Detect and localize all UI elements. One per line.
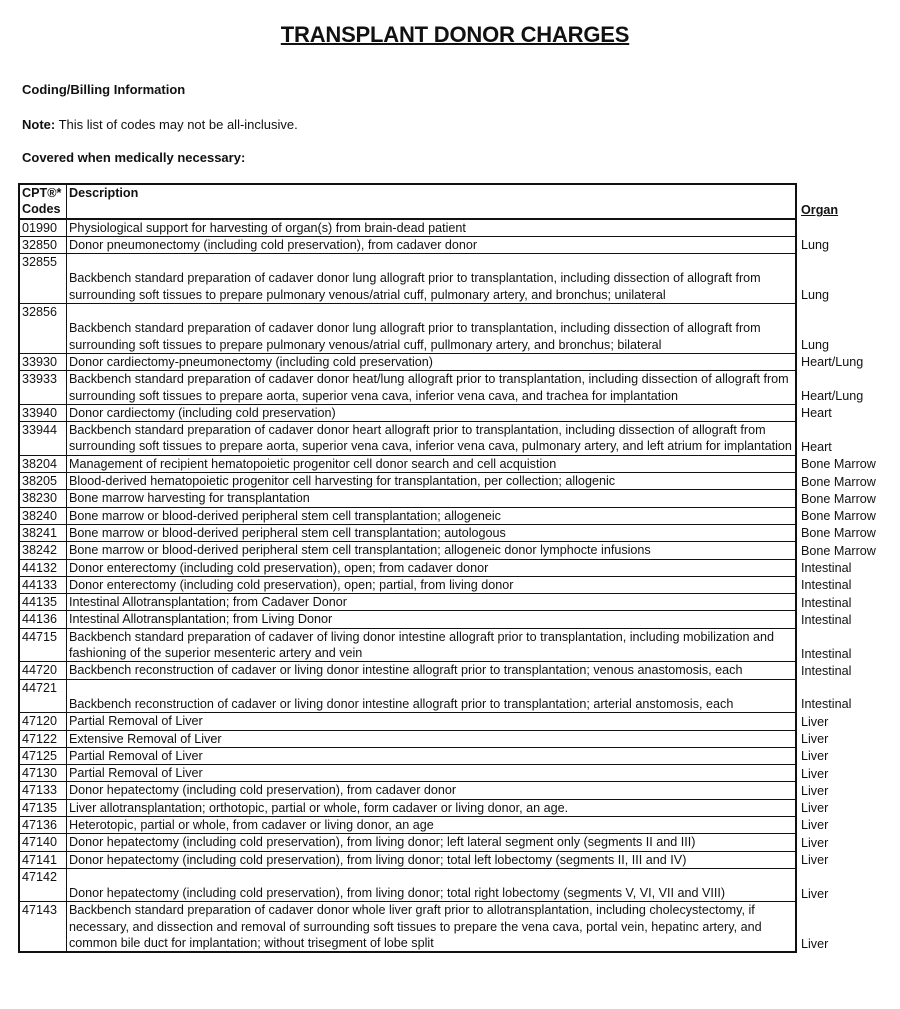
cpt-code-cell: 33930 — [19, 353, 67, 370]
cpt-code-cell: 47120 — [19, 713, 67, 730]
organ-cell — [796, 219, 892, 237]
description-cell — [67, 799, 797, 816]
organ-cell: Liver — [801, 886, 829, 901]
table-row — [19, 236, 892, 253]
cpt-code-cell: 47143 — [19, 902, 67, 952]
organ-cell: Bone Marrow — [801, 474, 876, 489]
cpt-code-cell: 38205 — [19, 473, 67, 490]
description-cell — [67, 747, 797, 764]
organ-cell: Liver — [801, 714, 829, 729]
note-text: This list of codes may not be all-inclusive. — [55, 117, 298, 132]
description-cell — [67, 628, 797, 662]
cpt-code-cell: 33933 — [19, 371, 67, 405]
header-description: Description — [67, 184, 797, 219]
description-cell — [67, 611, 797, 628]
description-cell — [67, 594, 797, 611]
table-row — [19, 834, 892, 851]
description-cell — [67, 422, 797, 456]
blank-line — [69, 680, 795, 696]
cpt-code-cell: 38240 — [19, 507, 67, 524]
description-cell — [67, 353, 797, 370]
description-cell — [67, 236, 797, 253]
table-row — [19, 507, 892, 524]
description-text: Partial Removal of Liver — [69, 714, 203, 729]
description-text: Donor enterectomy (including cold preservation), open; from cadaver donor — [69, 560, 489, 575]
cpt-code-cell: 38241 — [19, 524, 67, 541]
table-row — [19, 371, 892, 405]
description-text: Backbench standard preparation of cadaver of living donor intestine allograft prior to transplantation, including mobilization and fashioning of the superior mesenteric artery and vein — [69, 629, 774, 661]
cpt-code-cell: 47122 — [19, 730, 67, 747]
table-row — [19, 473, 892, 490]
table-body — [19, 219, 892, 953]
header-organ — [796, 184, 892, 219]
description-cell — [67, 816, 797, 833]
table-row — [19, 594, 892, 611]
description-text: Partial Removal of Liver — [69, 766, 203, 781]
description-text: Backbench standard preparation of cadaver donor whole liver graft prior to allotransplantation, including cholecystectomy, if necessary, and dissection and removal of surrounding soft tissues to prepare the vena cava, portal vein, hepatinc artery, and common bile duct for implantation; without trisegment of lobe split — [69, 903, 762, 951]
organ-cell: Bone Marrow — [801, 457, 876, 472]
cpt-code-cell: 47142 — [19, 868, 67, 902]
description-text: Donor cardiectomy (including cold preservation) — [69, 405, 336, 420]
description-cell — [67, 730, 797, 747]
description-text: Intestinal Allotransplantation; from Living Donor — [69, 612, 333, 627]
cpt-code-cell: 44721 — [19, 679, 67, 713]
organ-cell: Liver — [801, 732, 829, 746]
description-text: Bone marrow harvesting for transplantation — [69, 491, 310, 506]
cpt-code-cell: 44135 — [19, 594, 67, 611]
table-header-row — [19, 184, 892, 219]
organ-cell: Bone Marrow — [801, 543, 876, 558]
organ-cell: Liver — [801, 801, 829, 816]
description-cell — [67, 782, 797, 799]
table-row — [19, 799, 892, 816]
table-row — [19, 576, 892, 593]
organ-cell: Intestinal — [801, 646, 852, 661]
description-text: Intestinal Allotransplantation; from Cadaver Donor — [69, 595, 347, 610]
section-heading: Coding/Billing Information — [22, 82, 186, 97]
description-text: Bone marrow or blood-derived peripheral stem cell transplantation; autologous — [69, 525, 506, 540]
organ-cell: Intestinal — [801, 697, 852, 712]
description-cell — [67, 662, 797, 679]
description-text: Physiological support for harvesting of organ(s) from brain-dead patient — [69, 220, 466, 235]
table-row — [19, 765, 892, 782]
table-row — [19, 353, 892, 370]
description-cell — [67, 679, 797, 713]
organ-cell: Liver — [801, 835, 829, 850]
description-cell — [67, 542, 797, 559]
blank-line — [69, 304, 795, 320]
description-text: Donor hepatectomy (including cold preservation), from living donor; total right lobectomy (segments V, VI, VII and VIII) — [69, 886, 726, 901]
organ-cell: Heart/Lung — [801, 355, 864, 370]
description-text: Backbench standard preparation of cadaver donor lung allograft prior to transplantation, including dissection of allograft from surrounding soft tissues to prepare pulmonary venous/atrial cuff, pullmonary artery, and bronchus; bilateral — [69, 321, 761, 352]
cpt-codes-table — [18, 183, 893, 953]
cpt-code-cell: 47130 — [19, 765, 67, 782]
organ-cell: Liver — [801, 783, 829, 798]
table-row — [19, 679, 892, 713]
cpt-code-cell: 32855 — [19, 254, 67, 304]
organ-cell: Liver — [801, 853, 829, 868]
table-row — [19, 542, 892, 559]
table-row — [19, 404, 892, 421]
description-cell — [67, 559, 797, 576]
cpt-code-cell: 44136 — [19, 611, 67, 628]
cpt-code-cell: 47125 — [19, 747, 67, 764]
description-cell — [67, 765, 797, 782]
organ-cell: Heart/Lung — [801, 389, 864, 404]
table-row — [19, 730, 892, 747]
description-cell — [67, 851, 797, 868]
table-row — [19, 851, 892, 868]
header-organ-label: Organ — [801, 203, 839, 218]
table-row — [19, 816, 892, 833]
cpt-code-cell: 47133 — [19, 782, 67, 799]
organ-cell: Bone Marrow — [801, 491, 876, 506]
table-row — [19, 713, 892, 730]
cpt-code-cell: 47135 — [19, 799, 67, 816]
note-label: Note: — [22, 117, 56, 132]
organ-cell: Liver — [801, 818, 829, 833]
description-text: Donor enterectomy (including cold preservation), open; partial, from living donor — [69, 577, 514, 592]
table-row — [19, 254, 892, 304]
table-row — [19, 747, 892, 764]
table-row — [19, 782, 892, 799]
description-cell — [67, 219, 797, 237]
description-text: Backbench reconstruction of cadaver or living donor intestine allograft prior to transplantation; venous anastomosis, each — [69, 663, 743, 678]
description-text: Donor cardiectomy-pneumonectomy (including cold preservation) — [69, 354, 433, 369]
organ-cell: Intestinal — [801, 578, 852, 593]
description-cell — [67, 490, 797, 507]
organ-cell: Bone Marrow — [801, 509, 876, 524]
table-row — [19, 868, 892, 902]
description-text: Blood-derived hematopoietic progenitor cell harvesting for transplantation, per collection; allogenic — [69, 474, 616, 489]
organ-cell: Lung — [801, 238, 830, 253]
cpt-code-cell: 38204 — [19, 455, 67, 472]
cpt-code-cell: 32856 — [19, 304, 67, 354]
description-text: Donor hepatectomy (including cold preservation), from cadaver donor — [69, 783, 457, 798]
description-text: Donor hepatectomy (including cold preservation), from living donor; left lateral segment only (segments II and III) — [69, 835, 696, 850]
table-row — [19, 611, 892, 628]
blank-line — [69, 254, 795, 270]
cpt-code-cell: 47140 — [19, 834, 67, 851]
description-text: Backbench standard preparation of cadaver donor lung allograft prior to transplantation, including dissection of allograft from surrounding soft tissues to prepare pulmonary venous/atrial cuff, pulmonary artery, and bronchus; unilateral — [69, 271, 761, 302]
organ-cell: Heart — [801, 406, 832, 421]
description-cell — [67, 902, 797, 952]
note-line — [22, 117, 298, 132]
cpt-code-cell: 44133 — [19, 576, 67, 593]
cpt-code-cell: 44132 — [19, 559, 67, 576]
description-cell — [67, 455, 797, 472]
table-row — [19, 304, 892, 354]
description-cell — [67, 254, 797, 304]
organ-cell: Lung — [801, 338, 830, 353]
organ-cell: Heart — [801, 439, 832, 454]
description-text: Backbench standard preparation of cadaver donor heat/lung allograft prior to transplantation, including dissection of allograft from surrounding soft tissues to prepare aorta, superior vena cava, inferior vena cava, and trachea for implantation — [69, 372, 789, 403]
organ-cell: Intestinal — [801, 595, 852, 610]
page-title: TRANSPLANT DONOR CHARGES — [280, 22, 630, 47]
cpt-code-cell: 01990 — [19, 219, 67, 237]
description-cell — [67, 576, 797, 593]
table-row — [19, 422, 892, 456]
description-cell — [67, 713, 797, 730]
description-text: Donor hepatectomy (including cold preservation), from living donor; total left lobectomy (segments II, III and IV) — [69, 852, 687, 867]
cpt-code-cell: 38230 — [19, 490, 67, 507]
header-cpt-label: CPT®* — [22, 186, 62, 200]
description-text: Backbench standard preparation of cadaver donor heart allograft prior to transplantation, including dissection of allograft from surrounding soft tissues to prepare aorta, superior vena cava, inferior vena cava, pulmonary artery, and left atrium for implantation — [69, 423, 792, 454]
cpt-code-cell: 33940 — [19, 404, 67, 421]
table-row — [19, 628, 892, 662]
description-cell — [67, 304, 797, 354]
description-text: Bone marrow or blood-derived peripheral stem cell transplantation; allogeneic donor lymphocte infusions — [69, 543, 651, 558]
description-text: Partial Removal of Liver — [69, 748, 203, 763]
description-text: Bone marrow or blood-derived peripheral stem cell transplantation; allogeneic — [69, 508, 501, 523]
blank-line — [69, 869, 795, 885]
description-cell — [67, 868, 797, 902]
header-codes-label: Codes — [22, 202, 61, 217]
cpt-code-cell: 32850 — [19, 236, 67, 253]
description-text: Management of recipient hematopoietic progenitor cell donor search and cell acquistion — [69, 456, 557, 471]
description-cell — [67, 371, 797, 405]
cpt-code-cell: 47136 — [19, 816, 67, 833]
cpt-code-cell: 33944 — [19, 422, 67, 456]
table-row — [19, 902, 892, 952]
description-text: Extensive Removal of Liver — [69, 731, 222, 746]
table-row — [19, 455, 892, 472]
organ-cell: Intestinal — [801, 561, 852, 576]
description-cell — [67, 524, 797, 541]
organ-cell: Intestinal — [801, 663, 852, 678]
cpt-code-cell: 47141 — [19, 851, 67, 868]
description-cell — [67, 834, 797, 851]
description-cell — [67, 404, 797, 421]
table-row — [19, 490, 892, 507]
cpt-code-cell: 38242 — [19, 542, 67, 559]
organ-cell: Bone Marrow — [801, 526, 876, 541]
description-text: Donor pneumonectomy (including cold preservation), from cadaver donor — [69, 237, 478, 252]
cpt-code-cell: 44720 — [19, 662, 67, 679]
description-cell — [67, 473, 797, 490]
organ-cell: Liver — [801, 937, 829, 952]
description-text: Liver allotransplantation; orthotopic, partial or whole, form cadaver or living donor, an age. — [69, 800, 569, 815]
cpt-code-cell: 44715 — [19, 628, 67, 662]
table-row — [19, 662, 892, 679]
header-cpt-codes — [19, 184, 67, 219]
table-row — [19, 559, 892, 576]
table-row — [19, 524, 892, 541]
covered-heading: Covered when medically necessary: — [22, 150, 246, 165]
organ-cell: Liver — [801, 766, 829, 781]
description-text: Backbench reconstruction of cadaver or living donor intestine allograft prior to transplantation; arterial anstomosis, each — [69, 696, 734, 711]
organ-cell: Liver — [801, 749, 829, 764]
table-row — [19, 219, 892, 237]
description-text: Heterotopic, partial or whole, from cadaver or living donor, an age — [69, 817, 434, 832]
codes-table-wrapper — [18, 183, 893, 953]
organ-cell: Intestinal — [801, 612, 852, 627]
description-cell — [67, 507, 797, 524]
organ-cell: Lung — [801, 288, 830, 303]
